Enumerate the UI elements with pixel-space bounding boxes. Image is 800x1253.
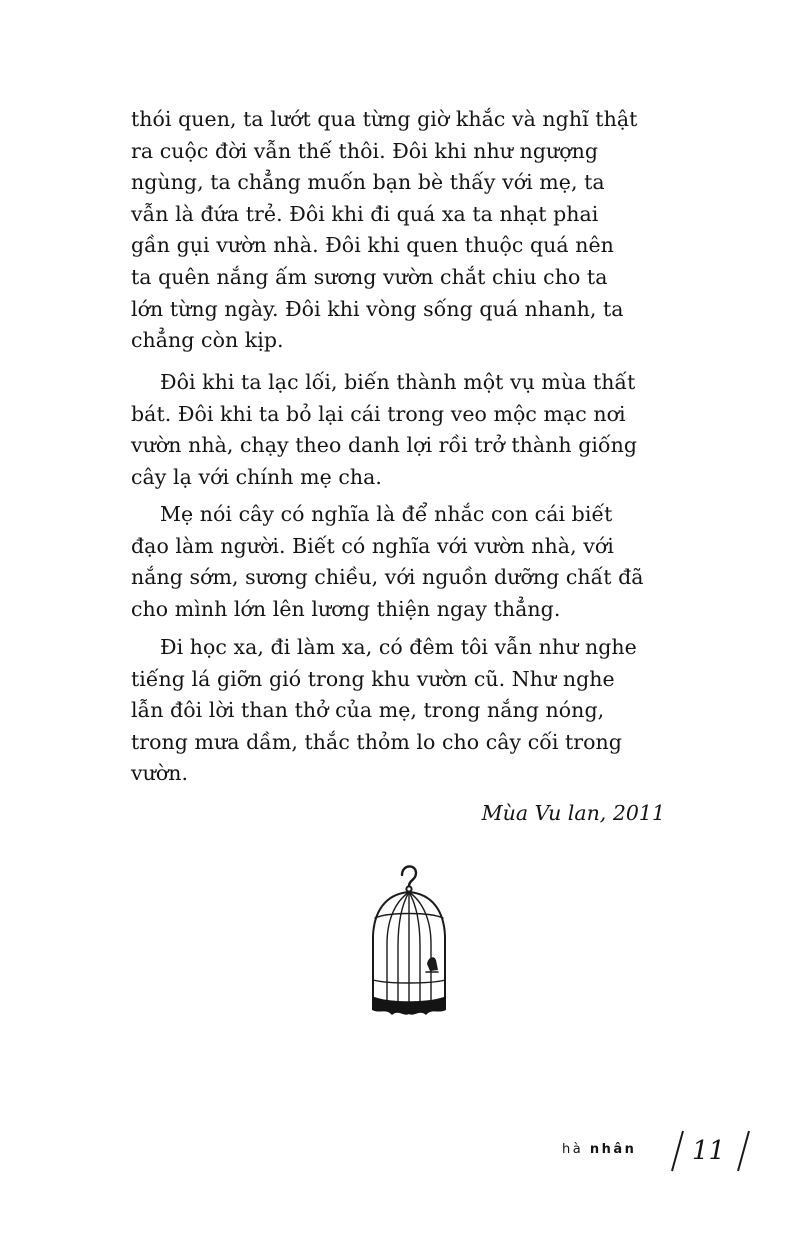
text-line: Mẹ nói cây có nghĩa là để nhắc con cái biết: [160, 502, 613, 526]
text-line: lớn từng ngày. Đôi khi vòng sống quá nhanh, ta: [131, 296, 624, 321]
text-line: gần gụi vườn nhà. Đôi khi quen thuộc quá nên: [131, 233, 614, 258]
author-name: [562, 1142, 636, 1157]
text-line: vẫn là đứa trẻ. Đôi khi đi quá xa ta nhạt phai: [131, 201, 599, 226]
text-line: ra cuộc đời vẫn thế thôi. Đôi khi như ngượng: [131, 138, 599, 163]
page-number: 11: [692, 1136, 726, 1166]
birdcage-icon: [368, 862, 450, 1030]
text-line: trong mưa dầm, thắc thỏm lo cho cây cối trong: [131, 729, 622, 754]
author-last-name: nhân: [589, 1142, 637, 1157]
text-line: lẫn đôi lời than thở của mẹ, trong nắng nóng,: [131, 698, 605, 723]
slash-divider-icon: [734, 1128, 752, 1174]
text-line: đạo làm người. Biết có nghĩa với vườn nhà, với: [131, 533, 614, 558]
text-line: tiếng lá giỡn gió trong khu vườn cũ. Như nghe: [131, 666, 615, 691]
paragraph-4: [131, 632, 671, 790]
signature-date: Mùa Vu lan, 2011: [481, 801, 665, 825]
text-line: vườn nhà, chạy theo danh lợi rồi trở thành giống: [131, 433, 638, 458]
paragraph-1: [131, 104, 671, 357]
text-line: bát. Đôi khi ta bỏ lại cái trong veo mộc mạc nơi: [131, 401, 626, 426]
text-line: Đôi khi ta lạc lối, biến thành một vụ mùa thất: [160, 370, 636, 394]
page-footer: [562, 1128, 762, 1174]
text-line: vườn.: [131, 761, 189, 786]
author-first-name: hà: [562, 1142, 584, 1157]
text-line: cho mình lớn lên lương thiện ngay thẳng.: [131, 596, 561, 621]
text-line: thói quen, ta lướt qua từng giờ khắc và nghĩ thật: [131, 107, 638, 131]
text-line: nắng sớm, sương chiều, với nguồn dưỡng chất đã: [131, 565, 644, 590]
text-line: ta quên nắng ấm sương vườn chắt chiu cho ta: [131, 264, 608, 289]
paragraph-3: [131, 499, 671, 625]
slash-divider-icon: [668, 1128, 686, 1174]
text-line: ngùng, ta chẳng muốn bạn bè thấy với mẹ, ta: [131, 170, 605, 195]
text-line: Đi học xa, đi làm xa, có đêm tôi vẫn như nghe: [160, 635, 637, 659]
paragraph-2: [131, 367, 671, 493]
text-line: chẳng còn kịp.: [131, 328, 284, 353]
text-line: cây lạ với chính mẹ cha.: [131, 464, 382, 489]
